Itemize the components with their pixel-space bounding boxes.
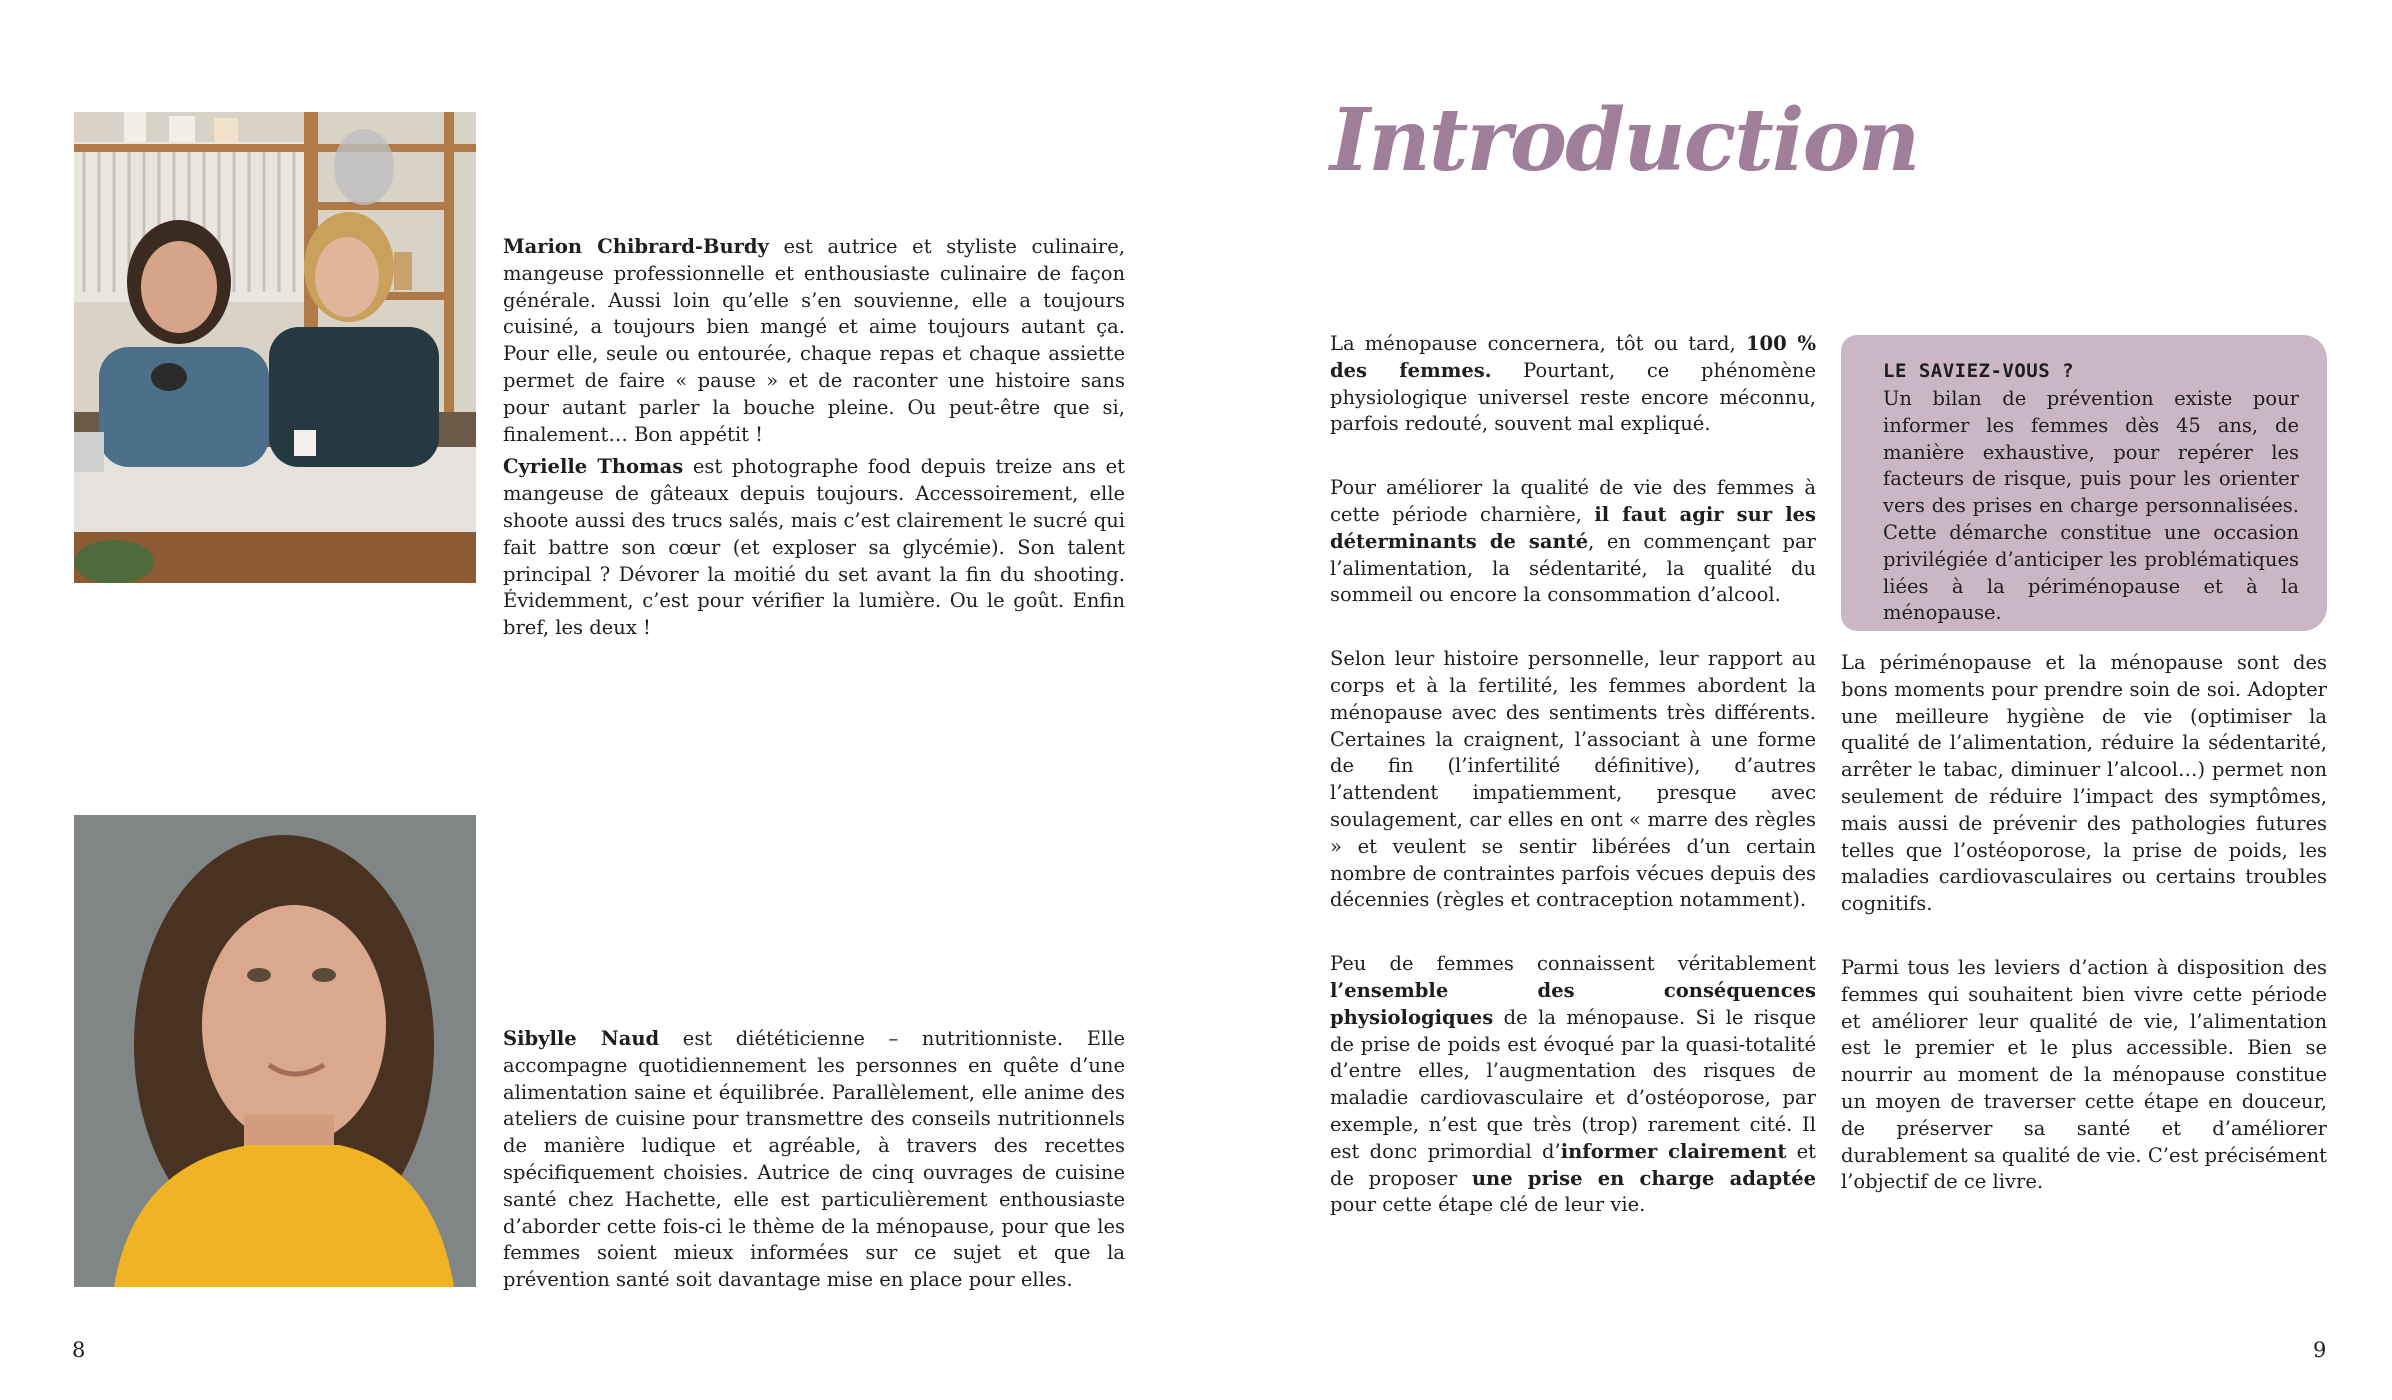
authors-kitchen-photo [74, 112, 476, 583]
bio-text-sibylle: est diététicienne – nutritionniste. Elle accompagne quotidiennement les personnes en quête d’une alimentation saine et équilibrée. Parallèlement, elle anime des ateliers de cuisine pour transmettre des conseils nutritionnels de manière ludique et agréable, à travers des recettes spécifiquement choisies. Autrice de cinq ouvrages de cuisine santé chez Hachette, elle est particulièrement enthousiaste d’aborder cette fois-ci le thème de la ménopause, pour que les femmes soient mieux informées sur ce sujet et que la prévention santé soit davantage mise en place pour elles. [503, 1027, 1125, 1292]
intro-column-left [1330, 331, 1816, 1219]
page-title: Introduction [1330, 90, 1919, 191]
did-you-know-callout [1841, 335, 2327, 631]
callout-text: Un bilan de prévention existe pour informer les femmes dès 45 ans, de manière exhaustive, pour repérer les facteurs de risque, puis pour les orienter vers des prises en charge personnalisées. Cette démarche constitue une occasion privilégiée d’anticiper les problématiques liées à la périménopause et à la ménopause. [1883, 387, 2299, 625]
intro-column-right [1841, 650, 2327, 1196]
intro-paragraph-6: Parmi tous les leviers d’action à disposition des femmes qui souhaitent bien vivre cette période et améliorer leur qualité de vie, l’alimentation est le premier et le plus accessible. Bien se nourrir au moment de la ménopause constitue un moyen de traverser cette étape en douceur, de préserver sa santé et d’améliorer durablement sa qualité de vie. C’est précisément l’objectif de ce livre. [1841, 955, 2328, 1194]
intro-paragraph-2: Pour améliorer la qualité de vie des femmes à cette période charnière, il faut agir sur les déterminants de santé, en commençant par l’alimentation, la sédentarité, la qualité du sommeil ou encore la consommation d’alcool. [1330, 476, 1817, 607]
bio-text-cyrielle: est photographe food depuis treize ans et mangeuse de gâteaux depuis toujours. Accessoirement, elle shoote aussi des trucs salés, mais c’est clairement le sucré qui fait battre son cœur (et exploser sa glycémie). Son talent principal ? Dévorer la moitié du set avant la fin du shooting. Évidemment, c’est pour vérifier la lumière. Ou le goût. Enfin bref, les deux ! [503, 455, 1126, 640]
intro-paragraph-4: Peu de femmes connaissent véritablement l’ensemble des conséquences physiologiques de la ménopause. Si le risque de prise de poids est évoqué par la quasi-totalité d’entre elles, l’augmentation des risques de maladie cardiovasculaire et d’ostéoporose, par exemple, n’est que très (trop) rarement cité. Il est donc primordial d’informer clairement et de proposer une prise en charge adaptée pour cette étape clé de leur vie. [1330, 952, 1817, 1217]
bio-name-marion: Marion Chibrard-Burdy [503, 235, 769, 258]
bio-text-marion: est autrice et styliste culinaire, mangeuse professionnelle et enthousiaste culinaire de façon générale. Aussi loin qu’elle s’en souvienne, elle a toujours cuisiné, a toujours bien mangé et aime toujours autant ça. Pour elle, seule ou entourée, chaque repas et chaque assiette permet de faire « pause » et de raconter une histoire sans pour autant parler la bouche pleine. Ou peut-être que si, finalement… Bon appétit ! [503, 235, 1125, 446]
author-bio-marion-cyrielle [503, 234, 1125, 642]
sibylle-portrait-photo [74, 815, 476, 1287]
bio-name-sibylle: Sibylle Naud [503, 1027, 660, 1050]
bio-name-cyrielle: Cyrielle Thomas [503, 455, 684, 479]
author-bio-sibylle [503, 1026, 1125, 1294]
callout-title: LE SAVIEZ-VOUS ? [1883, 360, 2075, 382]
page-number-left: 8 [72, 1338, 86, 1362]
intro-paragraph-5: La périménopause et la ménopause sont des bons moments pour prendre soin de soi. Adopter une meilleure hygiène de vie (optimiser la qualité de l’alimentation, réduire la sédentarité, arrêter le tabac, diminuer l’alcool…) permet non seulement de réduire l’impact des symptômes, mais aussi de prévenir des pathologies futures telles que l’ostéoporose, la prise de poids, les maladies cardiovasculaires ou certains troubles cognitifs. [1841, 651, 2327, 916]
page-number-right: 9 [2313, 1338, 2327, 1362]
intro-paragraph-1: La ménopause concernera, tôt ou tard, 100 % des femmes. Pourtant, ce phénomène physiologique universel reste encore méconnu, parfois redouté, souvent mal expliqué. [1330, 332, 1816, 436]
intro-paragraph-3: Selon leur histoire personnelle, leur rapport au corps et à la fertilité, les femmes abordent la ménopause avec des sentiments très différents. Certaines la craignent, l’associant à une forme de fin (l’infertilité définitive), d’autres l’attendent impatiemment, presque avec soulagement, car elles en ont « marre des règles » et veulent se sentir libérées d’un certain nombre de contraintes parfois vécues depuis des décennies (règles et contraception notamment). [1330, 647, 1816, 912]
